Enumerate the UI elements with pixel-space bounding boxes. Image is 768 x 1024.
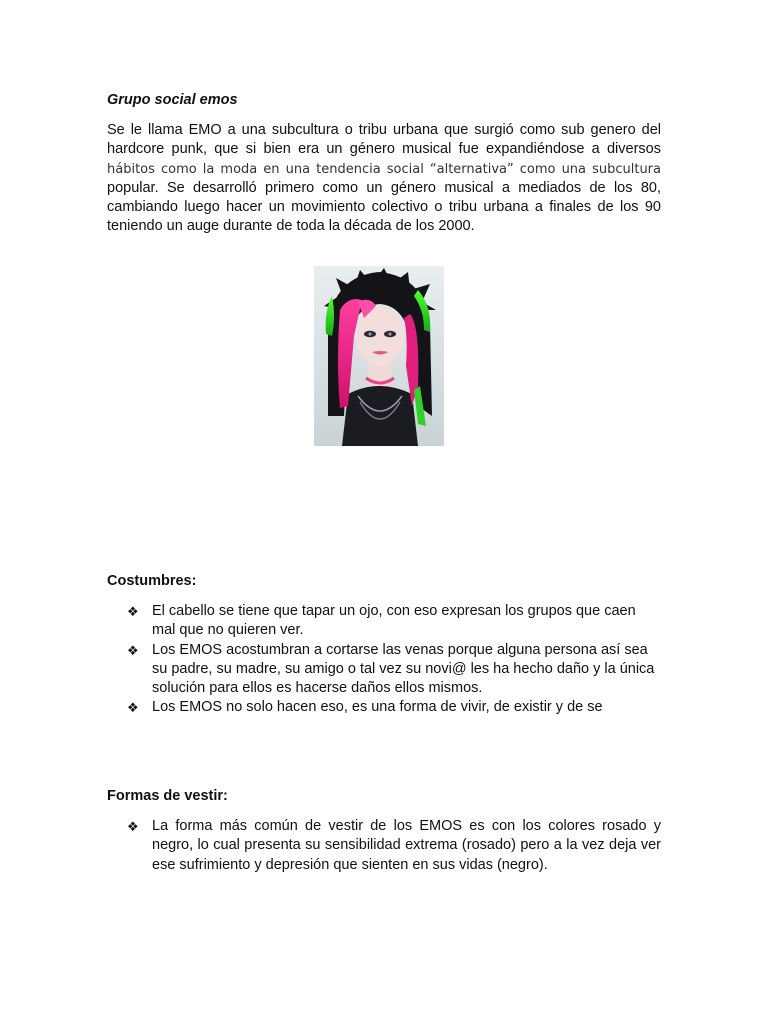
diamond-bullet-icon: ❖: [127, 819, 139, 834]
intro-line: popular. Se desarrolló primero como un género musical a mediados de los 80,: [107, 179, 661, 196]
intro-line: hábitos como la moda en una tendencia social “alternativa” como una subcultura: [107, 161, 661, 177]
list-item: [127, 641, 661, 699]
costumbres-list: [127, 602, 661, 718]
list-item: [127, 602, 661, 641]
diamond-bullet-icon: ❖: [127, 642, 139, 658]
costumbres-heading: Costumbres:: [107, 573, 197, 589]
list-item: [127, 817, 661, 875]
list-item: [127, 698, 661, 717]
list-item-text: El cabello se tiene que tapar un ojo, con eso expresan los grupos que caen mal que no quieren ver.: [152, 603, 636, 639]
intro-line: Se le llama EMO a una subcultura o tribu urbana que surgió como sub genero del: [107, 122, 661, 138]
list-item-text: Los EMOS no solo hacen eso, es una forma de vivir, de existir y de se: [152, 699, 603, 716]
diamond-bullet-icon: ❖: [127, 700, 139, 716]
list-item-text: La forma más común de vestir de los EMOS es con los colores rosado y negro, lo cual presenta su sensibilidad extrema (rosado) pero a la vez deja ver ese sufrimiento y depresión que sienten en sus vidas (negro).: [152, 818, 661, 873]
intro-paragraph: [107, 121, 661, 237]
diamond-bullet-icon: ❖: [127, 604, 139, 619]
list-item-text: Los EMOS acostumbran a cortarse las venas porque alguna persona así sea su padre, su madre, su amigo o tal vez su novi@ les ha hecho daño y la única solución para ellos es hacerse daños ellos mismos.: [152, 641, 655, 697]
emo-portrait-photo: [314, 266, 444, 446]
vestir-heading: Formas de vestir:: [107, 788, 228, 804]
portrait-illustration: [314, 266, 444, 446]
vestir-list: [127, 817, 661, 875]
intro-line: teniendo un auge durante de toda la década de los 2000.: [107, 218, 475, 235]
intro-line: hardcore punk, que si bien era un género musical fue expandiéndose a diversos: [107, 141, 661, 158]
intro-line: cambiando luego hacer un movimiento colectivo o tribu urbana a finales de los 90: [107, 199, 661, 216]
document-title: Grupo social emos: [107, 92, 238, 108]
